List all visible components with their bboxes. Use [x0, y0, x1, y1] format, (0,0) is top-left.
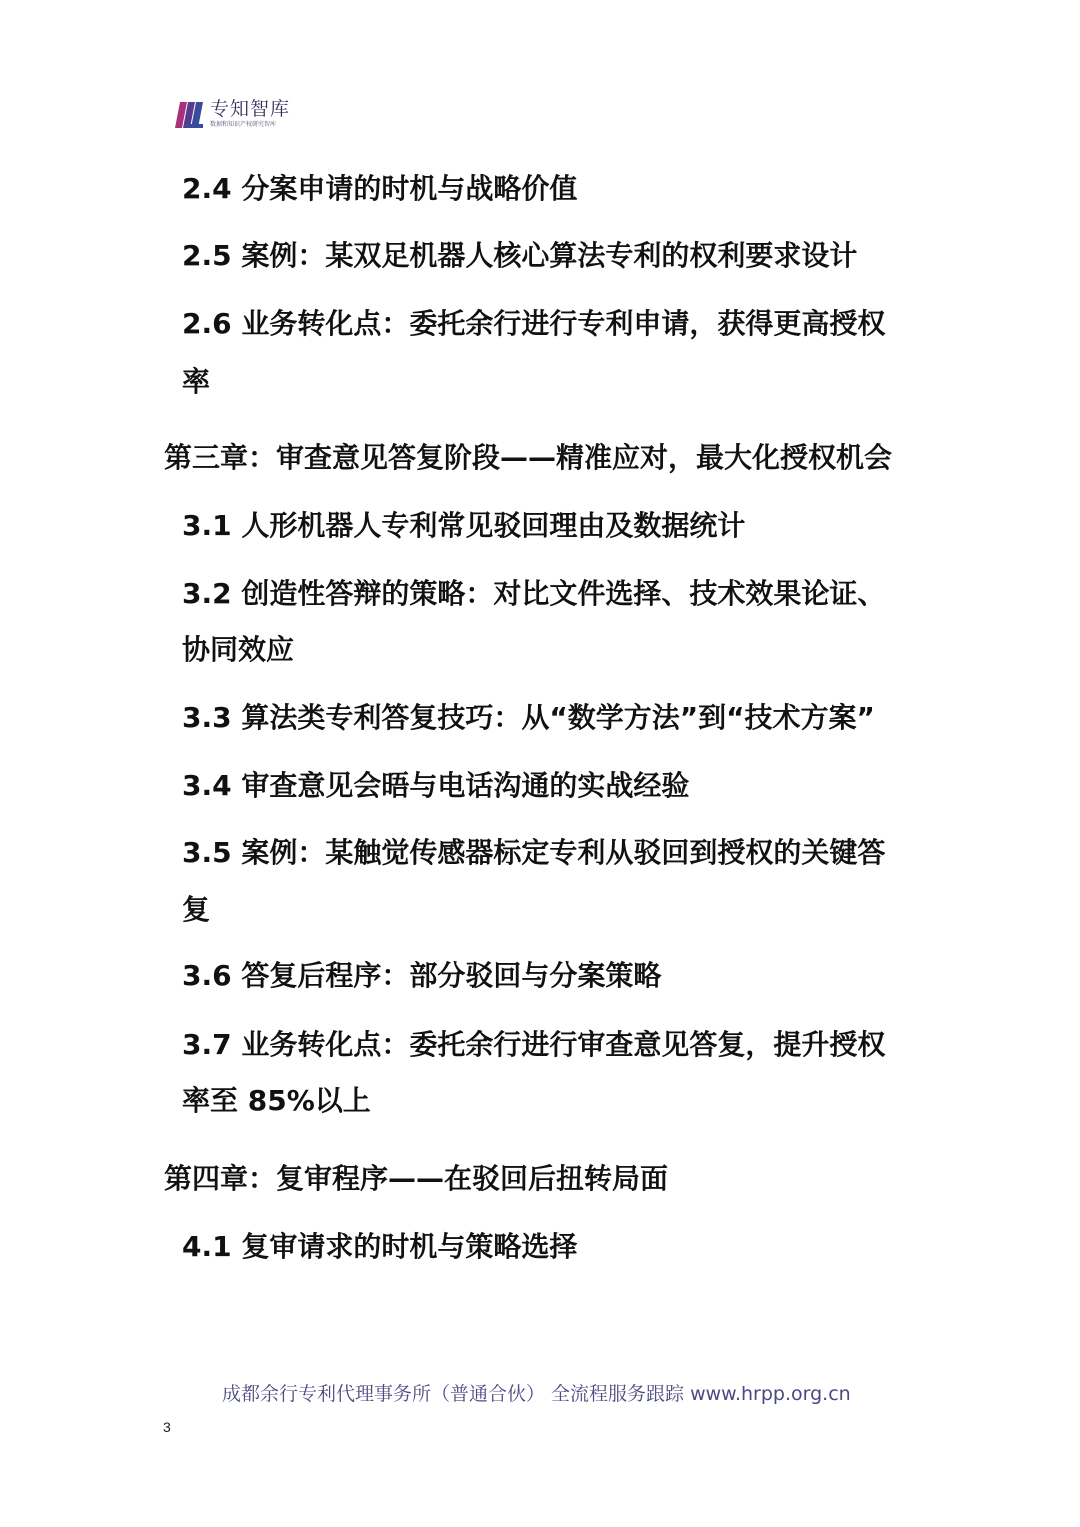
toc-line-3-6: 3.6 答复后程序：部分驳回与分案策略 — [182, 959, 662, 992]
toc-line-2-6-cont: 率 — [182, 365, 211, 398]
toc-line-3-5: 3.5 案例：某触觉传感器标定专利从驳回到授权的关键答 — [182, 836, 886, 869]
toc-line-2-4: 2.4 分案申请的时机与战略价值 — [182, 172, 578, 205]
chapter-4-heading: 第四章：复审程序——在驳回后扭转局面 — [164, 1162, 669, 1195]
toc-line-3-7: 3.7 业务转化点：委托余行进行审查意见答复，提升授权 — [182, 1028, 886, 1061]
logo-name: 专知智库 — [210, 98, 291, 120]
page-number: 3 — [163, 1419, 171, 1435]
toc-line-3-2-cont: 协同效应 — [182, 633, 295, 666]
toc-line-3-3: 3.3 算法类专利答复技巧：从“数学方法”到“技术方案” — [182, 701, 875, 734]
logo-subtitle: 数据和知识产权研究智库 — [210, 121, 277, 128]
toc-line-3-7-cont: 率至 85%以上 — [182, 1084, 371, 1117]
logo — [175, 98, 290, 134]
toc-line-3-2: 3.2 创造性答辩的策略：对比文件选择、技术效果论证、 — [182, 577, 886, 610]
toc-line-3-4: 3.4 审查意见会晤与电话沟通的实战经验 — [182, 769, 690, 802]
toc-line-4-1: 4.1 复审请求的时机与策略选择 — [182, 1230, 578, 1263]
logo-text — [210, 98, 290, 129]
toc-line-3-1: 3.1 人形机器人专利常见驳回理由及数据统计 — [182, 509, 746, 542]
footer-text: 成都余行专利代理事务所（普通合伙） 全流程服务跟踪 www.hrpp.org.cn — [222, 1383, 851, 1405]
toc-line-2-5: 2.5 案例：某双足机器人核心算法专利的权利要求设计 — [182, 239, 858, 272]
chapter-3-heading: 第三章：审查意见答复阶段——精准应对，最大化授权机会 — [164, 441, 893, 474]
toc-line-2-6: 2.6 业务转化点：委托余行进行专利申请，获得更高授权 — [182, 307, 886, 340]
logo-mark-icon — [175, 100, 205, 130]
toc-line-3-5-cont: 复 — [182, 893, 211, 926]
